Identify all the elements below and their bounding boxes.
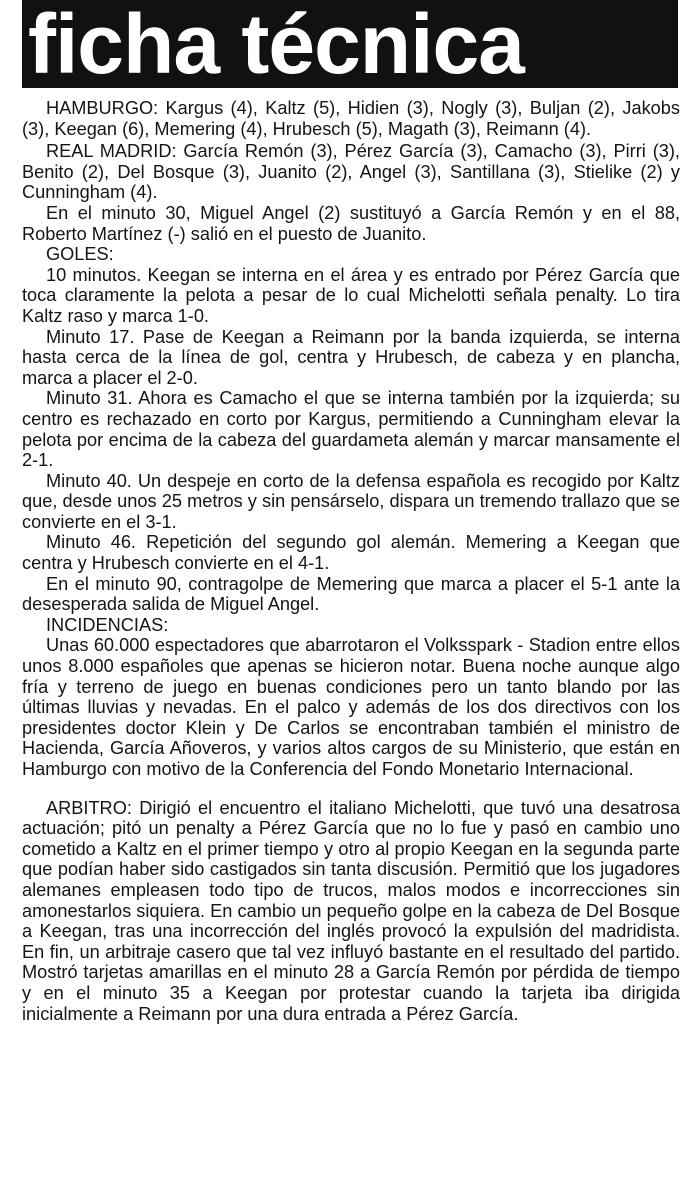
goal-paragraph: En el minuto 90, contragolpe de Memering que marca a placer el 5-1 ante la desesperada salida de Miguel Angel. bbox=[22, 573, 680, 615]
match-report bbox=[22, 98, 680, 1024]
lineup-hamburgo-label: HAMBURGO: bbox=[46, 98, 159, 118]
section-header bbox=[22, 0, 678, 88]
arbitro-text: Dirigió el encuentro el italiano Michelotti, que tuvó una desatrosa actuación; pitó un penalty a Pérez García que no lo fue y pasó en cambio uno cometido a Kaltz en el primer tiempo y otro al propio Keegan en la segunda parte que podían haber sido castigados sin tanta discusión. Permitió que los jugadores alemanes empleasen todo tipo de trucos, malos modos e incorrecciones sin amonestarlos siquiera. En cambio un pequeño golpe en la cabeza de Del Bosque a Keegan, tras una incorrección del inglés provocó la expulsión del madridista. En fin, un arbitraje casero que tal vez influyó bastante en el resultado del partido. Mostró tarjetas amarillas en el minuto 28 a García Remón por pérdida de tiempo y en el minuto 35 a Keegan por protestar cuando la tarjeta iba dirigida inicialmente a Reimann por una dura entrada a Pérez García. bbox=[22, 797, 680, 1024]
goal-paragraph: Minuto 31. Ahora es Camacho el que se interna también por la izquierda; su centro es rechazado en corto por Kargus, permitiendo a Cunningham elevar la pelota por encima de la cabeza del guardameta alemán y marcar mansamente el 2-1. bbox=[22, 388, 680, 471]
goal-paragraph: Minuto 40. Un despeje en corto de la defensa española es recogido por Kaltz que, desde unos 25 metros y sin pensárselo, dispara un tremendo trallazo que se convierte en el 3-1. bbox=[22, 470, 680, 532]
goals-heading: GOLES: bbox=[46, 244, 114, 265]
incidencias-paragraph: Unas 60.000 espectadores que abarrotaron el Volksspark - Stadion entre ellos unos 8.000 españoles que apenas se hicieron notar. Buena noche aunque algo fría y terreno de juego en buenas condiciones pero un tanto blando por las últimas lluvias y nevadas. En el palco y además de los dos directivos con los presidentes doctor Klein y De Carlos se encontraban también el ministro de Hacienda, García Añoveros, y varios altos cargos de su Ministerio, que están en Hamburgo con motivo de la Conferencia del Fondo Monetario Internacional. bbox=[22, 635, 680, 779]
arbitro-label: ARBITRO: bbox=[46, 797, 132, 818]
arbitro-paragraph bbox=[22, 798, 680, 1025]
lineup-real-madrid bbox=[22, 141, 680, 203]
goal-paragraph: Minuto 46. Repetición del segundo gol alemán. Memering a Keegan que centra y Hrubesch convierte en el 4-1. bbox=[22, 532, 680, 574]
substitutions-paragraph: En el minuto 30, Miguel Angel (2) sustituyó a García Remón y en el 88, Roberto Martínez (-) salió en el puesto de Juanito. bbox=[22, 202, 680, 244]
incidencias-heading: INCIDENCIAS: bbox=[46, 614, 169, 635]
section-title: ficha técnica bbox=[28, 0, 524, 88]
lineup-hamburgo-players: Kargus (4), Kaltz (5), Hidien (3), Nogly (3), Buljan (2), Jakobs (3), Keegan (6), Memering (4), Hrubesch (5), Magath (3), Reimann (4). bbox=[22, 98, 680, 139]
goal-paragraph: Minuto 17. Pase de Keegan a Reimann por la banda izquierda, se interna hasta cerca de la línea de gol, centra y Hrubesch, de cabeza y en plancha, marca a placer el 2-0. bbox=[22, 326, 680, 388]
goal-paragraph: 10 minutos. Keegan se interna en el área y es entrado por Pérez García que toca claramente la pelota a pesar de lo cual Michelotti señala penalty. Lo tira Kaltz raso y marca 1-0. bbox=[22, 264, 680, 326]
lineup-real-madrid-players: García Remón (3), Pérez García (3), Camacho (3), Pirri (3), Benito (2), Del Bosque (3), Juanito (2), Angel (3), Santillana (3), Stielike (2) y Cunningham (4). bbox=[22, 141, 680, 203]
lineup-real-madrid-label: REAL MADRID: bbox=[46, 141, 177, 162]
lineup-hamburgo bbox=[22, 98, 680, 139]
